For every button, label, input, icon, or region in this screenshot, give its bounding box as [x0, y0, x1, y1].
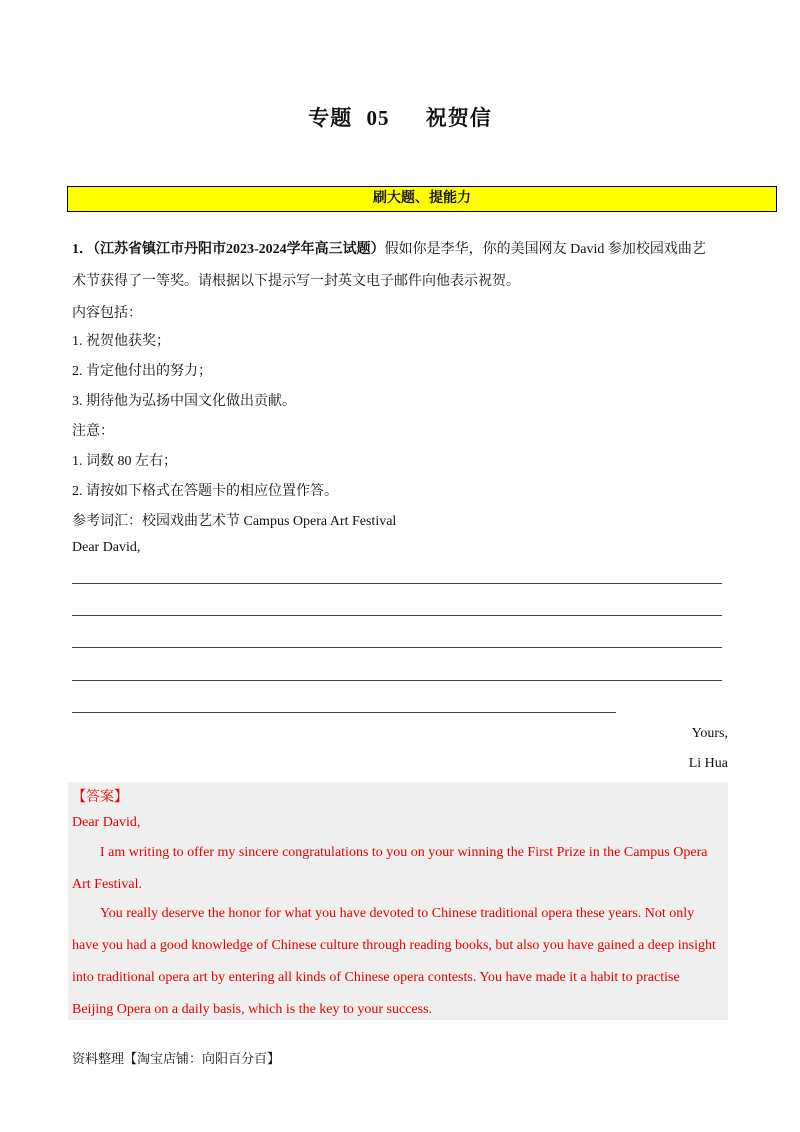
answer-line-text: into traditional opera art by entering all kinds of Chinese opera contests. You have made it a habit to practise — [72, 970, 680, 985]
question-number: 1． — [72, 242, 93, 257]
answer-line[interactable] — [72, 583, 722, 584]
note-item: 1. 词数 80 左右； — [72, 454, 177, 469]
question-line-1 — [72, 238, 706, 258]
answer-salutation: Dear David, — [72, 815, 141, 830]
answer-label: 【答案】 — [72, 790, 128, 805]
letter-salutation: Dear David, — [72, 540, 141, 555]
letter-signature: Li Hua — [688, 756, 728, 771]
answer-line[interactable] — [72, 680, 722, 681]
content-heading: 内容包括： — [72, 306, 142, 321]
answer-line-text: Beijing Opera on a daily basis, which is the key to your success. — [72, 1002, 433, 1017]
notes-heading: 注意： — [72, 424, 114, 439]
content-point: 1. 祝贺他获奖； — [72, 334, 170, 349]
footer-source: 资料整理【淘宝店铺：向阳百分百】 — [72, 1051, 281, 1066]
vocabulary-hint: 参考词汇：校园戏曲艺术节 Campus Opera Art Festival — [72, 514, 397, 529]
answer-line[interactable] — [72, 647, 722, 648]
answer-line[interactable] — [72, 615, 722, 616]
answer-line-text: Art Festival. — [72, 877, 142, 892]
title-prefix: 专题 — [308, 106, 353, 130]
page-title — [0, 102, 800, 132]
answer-line-text: have you had a good knowledge of Chinese culture through reading books, but also you have gained a deep insight — [72, 938, 716, 953]
section-banner: 刷大题、提能力 — [67, 186, 777, 212]
title-topic: 祝贺信 — [425, 106, 492, 130]
content-point: 2. 肯定他付出的努力； — [72, 364, 212, 379]
note-item: 2. 请按如下格式在答题卡的相应位置作答。 — [72, 484, 338, 499]
answer-line[interactable] — [72, 712, 616, 713]
letter-closing: Yours, — [691, 726, 728, 741]
question-source: （江苏省镇江市丹阳市2023-2024学年高三试题） — [93, 242, 385, 257]
question-line-2: 术节获得了一等奖。请根据以下提示写一封英文电子邮件向他表示祝贺。 — [72, 274, 520, 289]
answer-line-text: You really deserve the honor for what you have devoted to Chinese traditional opera these years. Not only — [100, 906, 695, 921]
answer-line-text: I am writing to offer my sincere congratulations to you on your winning the First Prize in the Campus Opera — [100, 845, 708, 860]
title-number: 05 — [366, 106, 390, 130]
question-prompt-start: 假如你是李华，你的美国网友 David 参加校园戏曲艺 — [384, 242, 706, 257]
content-point: 3. 期待他为弘扬中国文化做出贡献。 — [72, 394, 296, 409]
